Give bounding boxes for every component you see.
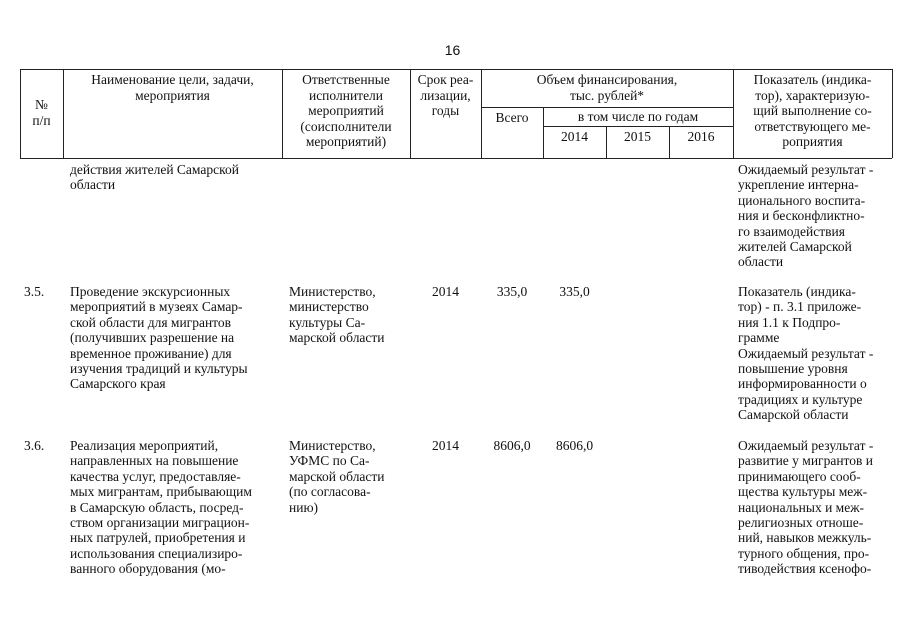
header-term: Срок реа- лизации, годы: [417, 72, 474, 118]
header-indicator: Показатель (индика- тор), характеризую- щий выполнение со- ответствующего ме- роприятия: [753, 72, 872, 149]
row-3-5-indicator: Показатель (индика- тор) - п. 3.1 приложе- ния 1.1 к Подпро- грамме Ожидаемый результат - повышение уровня информированности о традициях и культуре Самарской области: [738, 284, 874, 423]
row-3-6-num: 3.6.: [24, 438, 45, 453]
header-finance: Объем финансирования, тыс. рублей*: [536, 72, 678, 103]
row-3-6-term: 2014: [432, 438, 459, 453]
row-3-5-2014: 335,0: [559, 284, 590, 299]
header-by-years: в том числе по годам: [577, 109, 699, 124]
header-year-2014: 2014: [561, 129, 588, 144]
header-responsible: Ответственные исполнители мероприятий (соисполнители мероприятий): [300, 72, 392, 149]
row-3-6-name: Реализация мероприятий, направленных на повышение качества услуг, предоставляе- мых мигрантам, прибывающим в Самарскую область, посред- ством организации миграцион- ных патрулей, приобретения и использования специализиро- ванного оборудования (мо-: [70, 438, 252, 577]
header-total: Всего: [495, 110, 529, 125]
row-3-5-num: 3.5.: [24, 284, 45, 299]
row-3-6-2014: 8606,0: [555, 438, 594, 453]
row-3-6-indicator: Ожидаемый результат - развитие у мигрантов и принимающего сооб- щества культуры меж- национальных и меж- религиозных отноше- ний, навыков межкуль- турного общения, про- тиводействия ксенофо-: [738, 438, 874, 577]
row-continuation-indicator: Ожидаемый результат - укрепление интерна- ционального воспита- ния и бесконфликтно- го взаимодействия жителей Самарской области: [738, 162, 874, 270]
header-name: Наименование цели, задачи, мероприятия: [91, 72, 254, 103]
header-num: № п/п: [32, 97, 51, 128]
header-year-2015: 2015: [624, 129, 651, 144]
row-3-6-responsible: Министерство, УФМС по Са- марской области (по согласова- нию): [289, 438, 385, 515]
row-3-5-term: 2014: [432, 284, 459, 299]
row-3-5-responsible: Министерство, министерство культуры Са- марской области: [289, 284, 385, 346]
row-3-6-total: 8606,0: [493, 438, 531, 453]
row-continuation-name: действия жителей Самарской области: [70, 162, 239, 193]
header-year-2016: 2016: [687, 129, 715, 144]
row-3-5-total: 335,0: [496, 284, 528, 299]
row-3-5-name: Проведение экскурсионных мероприятий в музеях Самар- ской области для мигрантов (получивших разрешение на временное проживание) для изучения традиций и культуры Самарского края: [70, 284, 248, 392]
page-number: 16: [444, 42, 461, 58]
